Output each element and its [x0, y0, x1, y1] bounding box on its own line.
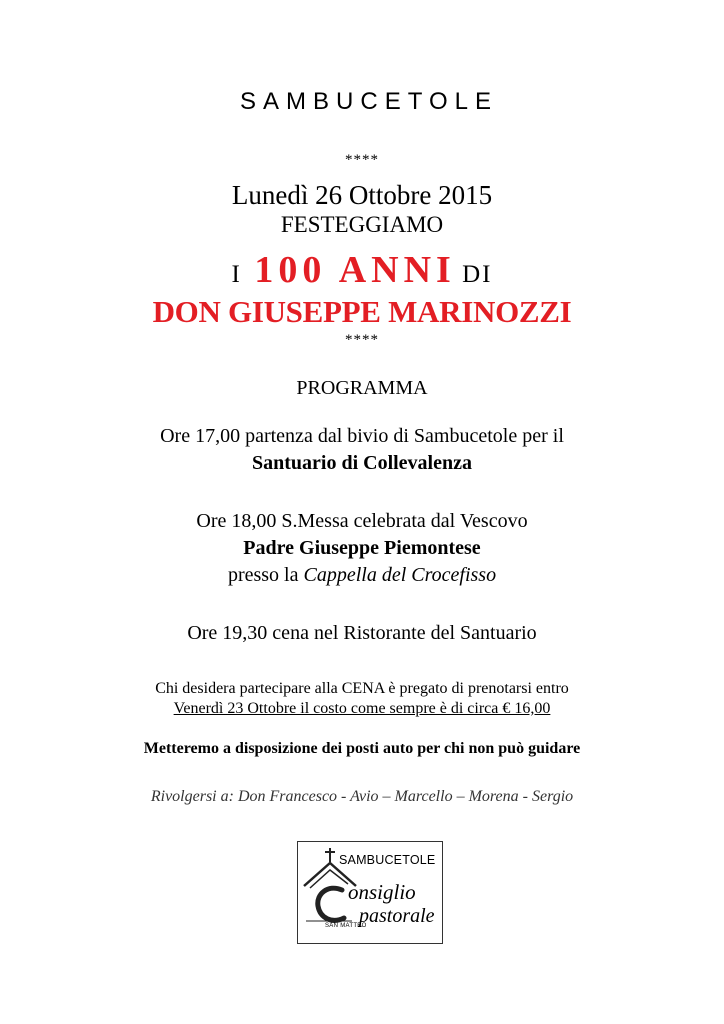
program-item-1-line-1: Ore 17,00 partenza dal bivio di Sambucetole per il	[160, 425, 564, 447]
program-item-2-location	[0, 562, 724, 589]
page-title: SAMBUCETOLE	[240, 88, 498, 115]
parish-council-logo	[297, 841, 443, 944]
booking-note-line-1: Chi desidera partecipare alla CENA è pregato di prenotarsi entro	[155, 680, 569, 697]
anniversary-suffix: DI	[462, 261, 493, 288]
logo-town: SAMBUCETOLE	[339, 853, 436, 867]
anniversary-years: 100 ANNI	[254, 249, 456, 291]
celebration-heading: FESTEGGIAMO	[280, 212, 444, 237]
program-heading: PROGRAMMA	[296, 377, 428, 399]
program-item-1-venue: Santuario di Collevalenza	[251, 452, 472, 474]
honoree-name: DON GIUSEPPE MARINOZZI	[152, 294, 572, 329]
anniversary-heading	[0, 248, 724, 297]
logo-word-pastorale: pastorale	[359, 905, 435, 927]
anniversary-prefix: I	[231, 261, 242, 288]
logo-parish: SAN MATTEO	[325, 923, 367, 929]
transport-note: Metteremo a disposizione dei posti auto per chi non può guidare	[143, 740, 581, 757]
location-prefix: presso la	[227, 564, 304, 586]
program-item-2-line-1: Ore 18,00 S.Messa celebrata dal Vescovo	[196, 510, 528, 532]
program-item-2-celebrant: Padre Giuseppe Piemontese	[243, 537, 481, 559]
decorative-stars-top: ****	[345, 152, 379, 168]
program-item-3: Ore 19,30 cena nel Ristorante del Santuario	[187, 622, 537, 644]
event-date: Lunedì 26 Ottobre 2015	[231, 180, 493, 210]
contacts-note: Rivolgersi a: Don Francesco - Avio – Marcello – Morena - Sergio	[150, 788, 574, 805]
booking-note-line-2	[0, 699, 724, 719]
logo-word-consiglio: onsiglio	[348, 880, 416, 904]
decorative-stars-bottom: ****	[345, 332, 379, 348]
booking-deadline: Venerdì 23 Ottobre il costo come sempre è di circa € 16,00	[173, 700, 551, 717]
location-place: Cappella del Crocefisso	[303, 564, 497, 586]
